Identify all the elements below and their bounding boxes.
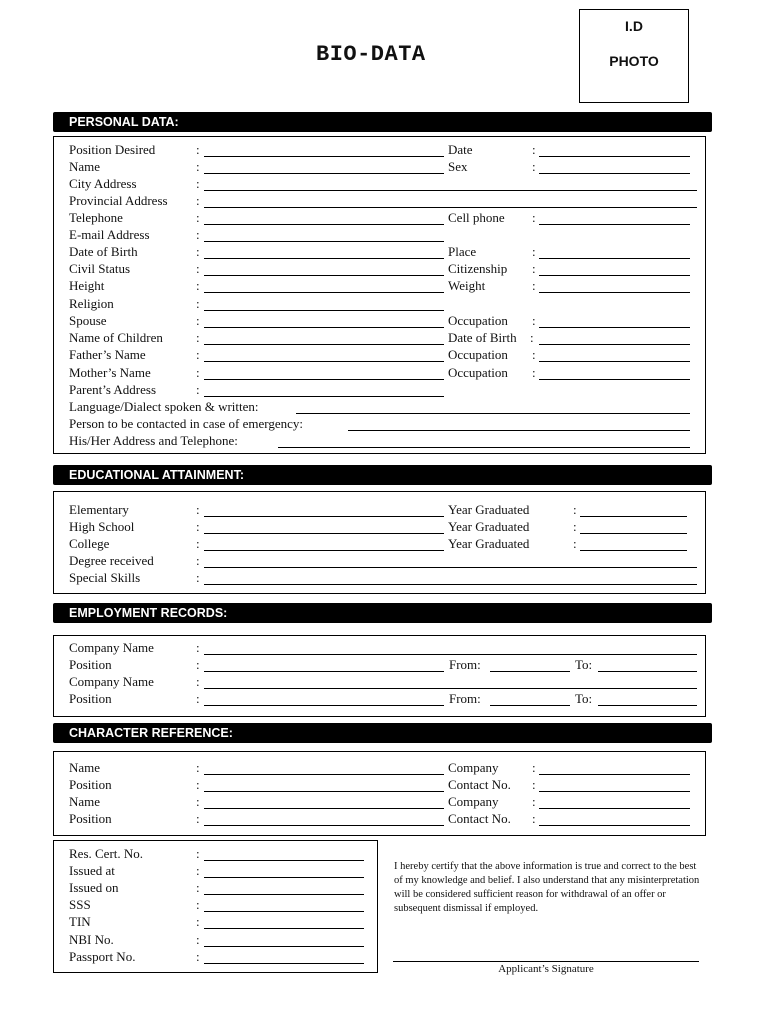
certification-text: I hereby certify that the above information is true and correct to the best of my knowledge and belief. I also understand that any misinterpretation will be considered sufficient reason for withdrawal of an offer or subsequent dismissal if employed. [394, 861, 700, 914]
label-sss: SSS [69, 897, 91, 912]
colon: : [196, 142, 200, 157]
colon: : [532, 261, 536, 276]
field-company-name-1[interactable] [204, 654, 697, 655]
field-name-of-children[interactable] [204, 344, 444, 345]
colon: : [532, 811, 536, 826]
field-college-year[interactable] [580, 550, 687, 551]
colon: : [196, 227, 200, 242]
field-spouse-occupation[interactable] [539, 327, 690, 328]
field-position-2[interactable] [204, 705, 444, 706]
colon: : [196, 313, 200, 328]
colon: : [196, 278, 200, 293]
page-title: BIO-DATA [316, 42, 426, 67]
label-height: Height [69, 278, 105, 293]
photo-box-label-id: I.D [625, 18, 643, 34]
colon: : [530, 330, 534, 345]
field-civil-status[interactable] [204, 275, 444, 276]
label-degree-received: Degree received [69, 553, 154, 568]
colon: : [532, 159, 536, 174]
education-box [53, 491, 706, 594]
label-reference-position-2: Position [69, 811, 112, 826]
field-reference-name-2[interactable] [204, 808, 444, 809]
colon: : [196, 691, 200, 706]
colon: : [196, 347, 200, 362]
label-telephone: Telephone [69, 210, 123, 225]
colon: : [196, 261, 200, 276]
field-sex[interactable] [539, 173, 690, 174]
field-high-school[interactable] [204, 533, 444, 534]
field-to-1[interactable] [598, 671, 697, 672]
field-place[interactable] [539, 258, 690, 259]
label-citizenship: Citizenship [448, 261, 508, 276]
section-heading-character-reference: CHARACTER REFERENCE: [53, 723, 712, 743]
field-reference-company-2[interactable] [539, 808, 690, 809]
label-name-of-children: Name of Children [69, 330, 163, 345]
colon: : [532, 142, 536, 157]
label-reference-name-2: Name [69, 794, 101, 809]
field-reference-contact-2[interactable] [539, 825, 690, 826]
colon: : [196, 519, 200, 534]
colon: : [196, 296, 200, 311]
label-special-skills: Special Skills [69, 570, 141, 585]
label-to-2: To: [575, 691, 593, 706]
colon: : [196, 863, 200, 878]
label-fathers-name: Father’s Name [69, 347, 146, 362]
label-date: Date [448, 142, 473, 157]
label-company-name-1: Company Name [69, 640, 154, 655]
field-nbi[interactable] [204, 946, 364, 947]
colon: : [573, 502, 577, 517]
field-children-date-of-birth[interactable] [539, 344, 690, 345]
label-from-1: From: [449, 657, 481, 672]
colon: : [196, 330, 200, 345]
label-father-occupation: Occupation [448, 347, 508, 362]
field-reference-name-1[interactable] [204, 774, 444, 775]
label-city-address: City Address [69, 176, 137, 191]
label-sex: Sex [448, 159, 468, 174]
colon: : [196, 536, 200, 551]
colon: : [196, 382, 200, 397]
field-weight[interactable] [539, 292, 690, 293]
label-nbi: NBI No. [69, 932, 114, 947]
field-elementary-year[interactable] [580, 516, 687, 517]
field-telephone[interactable] [204, 224, 444, 225]
label-spouse-occupation: Occupation [448, 313, 508, 328]
label-weight: Weight [448, 278, 486, 293]
section-heading-personal-data: PERSONAL DATA: [53, 112, 712, 132]
colon: : [196, 932, 200, 947]
label-passport: Passport No. [69, 949, 136, 964]
colon: : [196, 949, 200, 964]
field-issued-at[interactable] [204, 877, 364, 878]
field-provincial-address[interactable] [204, 207, 697, 208]
label-name: Name [69, 159, 101, 174]
field-reference-company-1[interactable] [539, 774, 690, 775]
colon: : [196, 897, 200, 912]
label-college: College [69, 536, 110, 551]
label-email: E-mail Address [69, 227, 150, 242]
colon: : [532, 777, 536, 792]
colon: : [196, 794, 200, 809]
field-mother-occupation[interactable] [539, 379, 690, 380]
colon: : [196, 657, 200, 672]
label-issued-on: Issued on [69, 880, 119, 895]
field-name[interactable] [204, 173, 444, 174]
label-issued-at: Issued at [69, 863, 115, 878]
label-to-1: To: [575, 657, 593, 672]
field-passport[interactable] [204, 963, 364, 964]
colon: : [196, 760, 200, 775]
label-date-of-birth: Date of Birth [69, 244, 138, 259]
field-elementary[interactable] [204, 516, 444, 517]
section-heading-employment: EMPLOYMENT RECORDS: [53, 603, 712, 623]
field-cell-phone[interactable] [539, 224, 690, 225]
label-tin: TIN [69, 914, 91, 929]
colon: : [196, 210, 200, 225]
field-language[interactable] [296, 413, 690, 414]
colon: : [532, 278, 536, 293]
label-spouse: Spouse [69, 313, 107, 328]
colon: : [573, 536, 577, 551]
colon: : [196, 777, 200, 792]
field-father-occupation[interactable] [539, 361, 690, 362]
section-heading-education: EDUCATIONAL ATTAINMENT: [53, 465, 712, 485]
signature-label: Applicant’s Signature [498, 963, 594, 975]
colon: : [532, 244, 536, 259]
field-res-cert[interactable] [204, 860, 364, 861]
colon: : [532, 760, 536, 775]
label-reference-contact-2: Contact No. [448, 811, 511, 826]
colon: : [196, 176, 200, 191]
colon: : [196, 914, 200, 929]
label-position-1: Position [69, 657, 112, 672]
label-reference-company-1: Company [448, 760, 499, 775]
field-from-2[interactable] [490, 705, 570, 706]
field-position-desired[interactable] [204, 156, 444, 157]
colon: : [196, 640, 200, 655]
field-reference-contact-1[interactable] [539, 791, 690, 792]
colon: : [532, 347, 536, 362]
colon: : [196, 159, 200, 174]
label-children-date-of-birth: Date of Birth [448, 330, 517, 345]
label-high-school: High School [69, 519, 135, 534]
field-tin[interactable] [204, 928, 364, 929]
label-language: Language/Dialect spoken & written: [69, 399, 259, 414]
label-from-2: From: [449, 691, 481, 706]
field-date-of-birth[interactable] [204, 258, 444, 259]
field-citizenship[interactable] [539, 275, 690, 276]
label-civil-status: Civil Status [69, 261, 131, 276]
colon: : [196, 502, 200, 517]
colon: : [532, 365, 536, 380]
field-from-1[interactable] [490, 671, 570, 672]
field-position-1[interactable] [204, 671, 444, 672]
label-college-year: Year Graduated [448, 536, 530, 551]
colon: : [196, 244, 200, 259]
colon: : [196, 553, 200, 568]
label-reference-position-1: Position [69, 777, 112, 792]
field-city-address[interactable] [204, 190, 697, 191]
colon: : [196, 193, 200, 208]
field-religion[interactable] [204, 310, 444, 311]
colon: : [196, 365, 200, 380]
label-cell-phone: Cell phone [448, 210, 505, 225]
field-to-2[interactable] [598, 705, 697, 706]
label-res-cert: Res. Cert. No. [69, 846, 144, 861]
label-mothers-name: Mother’s Name [69, 365, 151, 380]
colon: : [196, 674, 200, 689]
signature-field[interactable] [393, 961, 699, 962]
label-position-desired: Position Desired [69, 142, 156, 157]
colon: : [196, 570, 200, 585]
label-parents-address: Parent’s Address [69, 382, 157, 397]
label-high-school-year: Year Graduated [448, 519, 530, 534]
field-mothers-name[interactable] [204, 379, 444, 380]
label-elementary-year: Year Graduated [448, 502, 530, 517]
label-emergency-contact: Person to be contacted in case of emergency: [69, 416, 304, 431]
field-parents-address[interactable] [204, 396, 444, 397]
label-reference-name-1: Name [69, 760, 101, 775]
colon: : [573, 519, 577, 534]
field-reference-position-1[interactable] [204, 791, 444, 792]
colon: : [196, 846, 200, 861]
label-reference-company-2: Company [448, 794, 499, 809]
field-company-name-2[interactable] [204, 688, 697, 689]
field-email[interactable] [204, 241, 444, 242]
field-emergency-contact[interactable] [348, 430, 690, 431]
field-fathers-name[interactable] [204, 361, 444, 362]
field-height[interactable] [204, 292, 444, 293]
field-spouse[interactable] [204, 327, 444, 328]
colon: : [532, 794, 536, 809]
label-position-2: Position [69, 691, 112, 706]
field-special-skills[interactable] [204, 584, 697, 585]
label-company-name-2: Company Name [69, 674, 154, 689]
label-mother-occupation: Occupation [448, 365, 508, 380]
photo-box-label-photo: PHOTO [609, 53, 659, 69]
label-religion: Religion [69, 296, 114, 311]
label-reference-contact-1: Contact No. [448, 777, 511, 792]
field-high-school-year[interactable] [580, 533, 687, 534]
colon: : [532, 313, 536, 328]
field-date[interactable] [539, 156, 690, 157]
field-college[interactable] [204, 550, 444, 551]
colon: : [196, 811, 200, 826]
label-elementary: Elementary [69, 502, 129, 517]
field-degree-received[interactable] [204, 567, 697, 568]
colon: : [196, 880, 200, 895]
label-place: Place [448, 244, 477, 259]
field-reference-position-2[interactable] [204, 825, 444, 826]
label-provincial-address: Provincial Address [69, 193, 168, 208]
field-emergency-address[interactable] [278, 447, 690, 448]
label-emergency-address: His/Her Address and Telephone: [69, 433, 238, 448]
id-photo-box [579, 9, 689, 103]
field-issued-on[interactable] [204, 894, 364, 895]
colon: : [532, 210, 536, 225]
reference-box [53, 751, 706, 836]
field-sss[interactable] [204, 911, 364, 912]
